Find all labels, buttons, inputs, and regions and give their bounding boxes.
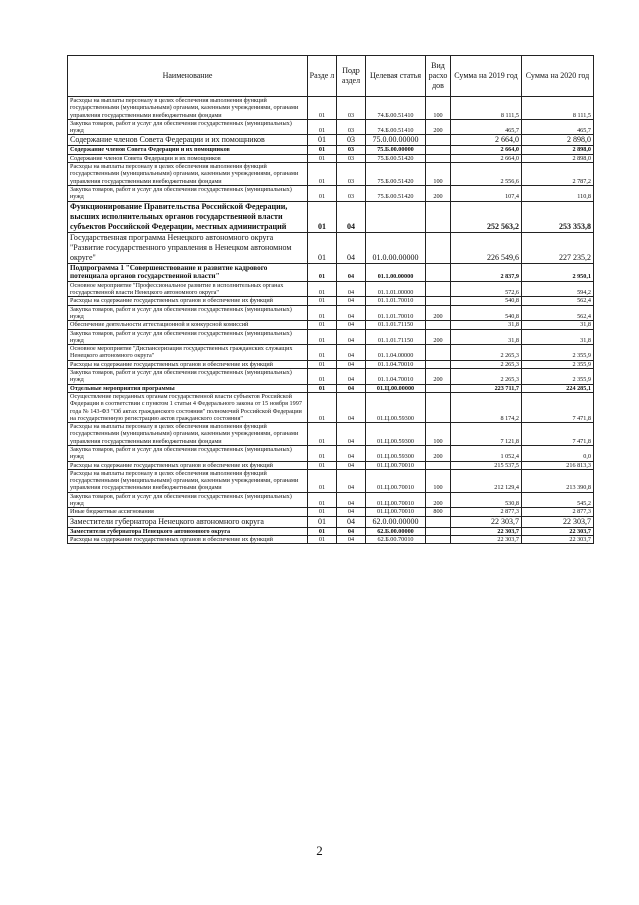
table-row	[68, 263, 594, 281]
row-target-article: 74.Б.00.51410	[366, 97, 426, 120]
page-number: 2	[316, 843, 323, 858]
row-sum-2020: 2 355,9	[522, 369, 594, 385]
row-expense-type	[426, 516, 451, 527]
row-podrazdel: 04	[337, 461, 366, 469]
row-sum-2020: 22 303,7	[522, 516, 594, 527]
table-row	[68, 461, 594, 469]
row-target-article: 01.1.01.00000	[366, 281, 426, 297]
row-sum-2019: 572,6	[451, 281, 522, 297]
row-name: Расходы на содержание государственных органов и обеспечение их функций	[68, 360, 308, 368]
row-podrazdel: 04	[337, 492, 366, 508]
table-row	[68, 329, 594, 345]
table-row	[68, 469, 594, 492]
row-name: Основное мероприятие "Профессиональное развитие в исполнительных органах государственной власти Ненецкого автономного округа"	[68, 281, 308, 297]
row-podrazdel: 04	[337, 516, 366, 527]
row-name: Отдельные мероприятия программы	[68, 384, 308, 392]
table-row	[68, 492, 594, 508]
table-row	[68, 154, 594, 162]
row-podrazdel: 04	[337, 305, 366, 321]
table-row	[68, 119, 594, 135]
row-target-article: 75.Б.00.51420	[366, 154, 426, 162]
row-target-article: 01.Ц.00.59300	[366, 392, 426, 422]
row-expense-type	[426, 321, 451, 329]
row-target-article: 01.Ц.00.70010	[366, 469, 426, 492]
row-sum-2020: 594,2	[522, 281, 594, 297]
row-target-article: 01.Ц.00.70010	[366, 492, 426, 508]
row-sum-2019: 540,8	[451, 297, 522, 305]
row-sum-2020: 2 898,0	[522, 135, 594, 146]
table-row	[68, 201, 594, 232]
row-target-article: 01.1.04.70010	[366, 369, 426, 385]
row-name: Государственная программа Ненецкого автономного округа "Развитие государственного управления в Ненецком автономном округе"	[68, 232, 308, 263]
table-row	[68, 392, 594, 422]
table-row	[68, 281, 594, 297]
row-razdel: 01	[308, 445, 337, 461]
row-target-article: 01.Ц.00.59300	[366, 445, 426, 461]
row-sum-2019: 31,8	[451, 321, 522, 329]
row-expense-type: 200	[426, 305, 451, 321]
row-name: Закупка товаров, работ и услуг для обеспечения государственных (муниципальных) нужд	[68, 369, 308, 385]
table-row	[68, 369, 594, 385]
row-sum-2020: 465,7	[522, 119, 594, 135]
row-sum-2019: 2 877,3	[451, 508, 522, 516]
table-row	[68, 535, 594, 543]
row-target-article: 01.1.00.00000	[366, 263, 426, 281]
row-sum-2020: 2 898,0	[522, 146, 594, 154]
row-podrazdel: 04	[337, 392, 366, 422]
row-expense-type: 200	[426, 445, 451, 461]
row-sum-2019: 2 664,0	[451, 135, 522, 146]
row-expense-type: 100	[426, 97, 451, 120]
header-sum-2019: Сумма на 2019 год	[451, 56, 522, 97]
row-sum-2019: 107,4	[451, 185, 522, 201]
row-razdel: 01	[308, 201, 337, 232]
row-expense-type: 100	[426, 469, 451, 492]
row-sum-2020: 2 355,9	[522, 345, 594, 361]
row-name: Основное мероприятие "Диспансеризация государственных гражданских служащих Ненецкого автономного округа"	[68, 345, 308, 361]
row-sum-2019: 22 303,7	[451, 535, 522, 543]
row-sum-2020: 2 355,9	[522, 360, 594, 368]
row-expense-type	[426, 297, 451, 305]
row-target-article: 75.0.00.00000	[366, 135, 426, 146]
row-expense-type: 200	[426, 185, 451, 201]
row-sum-2020: 22 303,7	[522, 535, 594, 543]
row-sum-2020: 545,2	[522, 492, 594, 508]
row-name: Расходы на выплаты персоналу в целях обеспечения выполнения функций государственными (муниципальными) органами, казенными учреждениями, органами управления государственными внебюджетными фондами	[68, 469, 308, 492]
row-sum-2019: 215 537,5	[451, 461, 522, 469]
row-podrazdel: 04	[337, 469, 366, 492]
row-sum-2019: 7 121,8	[451, 423, 522, 446]
row-sum-2020: 0,0	[522, 445, 594, 461]
row-sum-2019: 2 837,9	[451, 263, 522, 281]
table-row	[68, 345, 594, 361]
row-sum-2020: 213 390,8	[522, 469, 594, 492]
row-razdel: 01	[308, 297, 337, 305]
row-sum-2019: 31,8	[451, 329, 522, 345]
budget-sheet	[67, 55, 593, 544]
row-expense-type	[426, 392, 451, 422]
row-sum-2019: 465,7	[451, 119, 522, 135]
table-row	[68, 360, 594, 368]
row-expense-type: 100	[426, 163, 451, 186]
row-expense-type	[426, 154, 451, 162]
row-sum-2019: 8 174,2	[451, 392, 522, 422]
row-podrazdel: 03	[337, 97, 366, 120]
row-podrazdel: 04	[337, 281, 366, 297]
row-name: Расходы на выплаты персоналу в целях обеспечения выполнения функций государственными (муниципальными) органами, казенными учреждениями, органами управления государственными внебюджетными фондами	[68, 163, 308, 186]
row-razdel: 01	[308, 369, 337, 385]
row-expense-type	[426, 263, 451, 281]
row-podrazdel: 04	[337, 232, 366, 263]
row-expense-type: 200	[426, 492, 451, 508]
row-razdel: 01	[308, 119, 337, 135]
row-sum-2019: 8 111,5	[451, 97, 522, 120]
row-sum-2020: 227 235,2	[522, 232, 594, 263]
row-sum-2019: 2 265,3	[451, 360, 522, 368]
row-target-article: 01.1.04.70010	[366, 360, 426, 368]
row-name: Расходы на содержание государственных органов и обеспечение их функций	[68, 297, 308, 305]
row-target-article: 74.Б.00.51410	[366, 119, 426, 135]
row-name: Закупка товаров, работ и услуг для обеспечения государственных (муниципальных) нужд	[68, 329, 308, 345]
table-row	[68, 232, 594, 263]
row-name: Закупка товаров, работ и услуг для обеспечения государственных (муниципальных) нужд	[68, 119, 308, 135]
row-expense-type: 100	[426, 423, 451, 446]
header-vid: Вид расхо дов	[426, 56, 451, 97]
row-razdel: 01	[308, 384, 337, 392]
header-name: Наименование	[68, 56, 308, 97]
row-expense-type	[426, 360, 451, 368]
row-name: Заместители губернатора Ненецкого автономного округа	[68, 527, 308, 535]
row-podrazdel: 04	[337, 297, 366, 305]
row-razdel: 01	[308, 492, 337, 508]
row-podrazdel: 03	[337, 185, 366, 201]
header-sum-2020: Сумма на 2020 год	[522, 56, 594, 97]
row-target-article: 75.Б.00.51420	[366, 163, 426, 186]
row-sum-2020: 22 303,7	[522, 527, 594, 535]
row-sum-2020: 110,8	[522, 185, 594, 201]
row-sum-2020: 31,8	[522, 329, 594, 345]
table-row	[68, 305, 594, 321]
row-podrazdel: 03	[337, 154, 366, 162]
row-expense-type: 200	[426, 329, 451, 345]
row-name: Закупка товаров, работ и услуг для обеспечения государственных (муниципальных) нужд	[68, 492, 308, 508]
table-row	[68, 445, 594, 461]
row-razdel: 01	[308, 527, 337, 535]
row-sum-2020: 8 111,5	[522, 97, 594, 120]
row-sum-2019: 530,8	[451, 492, 522, 508]
row-sum-2019: 22 303,7	[451, 527, 522, 535]
row-razdel: 01	[308, 154, 337, 162]
row-podrazdel: 04	[337, 321, 366, 329]
row-razdel: 01	[308, 163, 337, 186]
row-podrazdel: 04	[337, 508, 366, 516]
row-sum-2020: 562,4	[522, 297, 594, 305]
table-row	[68, 297, 594, 305]
row-sum-2019: 2 265,3	[451, 345, 522, 361]
row-podrazdel: 04	[337, 384, 366, 392]
row-target-article: 01.Ц.00.59300	[366, 423, 426, 446]
row-target-article	[366, 201, 426, 232]
row-razdel: 01	[308, 146, 337, 154]
row-expense-type	[426, 281, 451, 297]
row-sum-2020: 7 471,8	[522, 392, 594, 422]
row-name: Обеспечение деятельности аттестационной и конкурсной комиссий	[68, 321, 308, 329]
row-razdel: 01	[308, 97, 337, 120]
row-target-article: 01.1.01.71150	[366, 321, 426, 329]
row-name: Закупка товаров, работ и услуг для обеспечения государственных (муниципальных) нужд	[68, 185, 308, 201]
row-podrazdel: 04	[337, 527, 366, 535]
row-target-article: 62.Б.00.00000	[366, 527, 426, 535]
row-target-article: 01.Ц.00.70010	[366, 508, 426, 516]
table-row	[68, 185, 594, 201]
row-sum-2020: 253 353,8	[522, 201, 594, 232]
row-razdel: 01	[308, 469, 337, 492]
row-sum-2020: 562,4	[522, 305, 594, 321]
row-sum-2019: 212 129,4	[451, 469, 522, 492]
row-podrazdel: 03	[337, 146, 366, 154]
row-target-article: 01.Ц.00.70010	[366, 461, 426, 469]
table-row	[68, 321, 594, 329]
row-razdel: 01	[308, 232, 337, 263]
row-name: Заместители губернатора Ненецкого автономного округа	[68, 516, 308, 527]
row-sum-2020: 224 285,1	[522, 384, 594, 392]
row-sum-2019: 540,8	[451, 305, 522, 321]
table-row	[68, 163, 594, 186]
row-expense-type	[426, 527, 451, 535]
table-row	[68, 516, 594, 527]
row-name: Закупка товаров, работ и услуг для обеспечения государственных (муниципальных) нужд	[68, 305, 308, 321]
row-podrazdel: 04	[337, 369, 366, 385]
row-expense-type: 200	[426, 119, 451, 135]
row-name: Расходы на выплаты персоналу в целях обеспечения выполнения функций государственными (муниципальными) органами, казенными учреждениями, органами управления государственными внебюджетными фондами	[68, 97, 308, 120]
table-row	[68, 135, 594, 146]
table-row	[68, 508, 594, 516]
row-name: Расходы на выплаты персоналу в целях обеспечения выполнения функций государственными (муниципальными) органами, казенными учреждениями, органами управления государственными внебюджетными фондами	[68, 423, 308, 446]
row-razdel: 01	[308, 461, 337, 469]
row-podrazdel: 04	[337, 360, 366, 368]
row-expense-type: 200	[426, 369, 451, 385]
row-podrazdel: 04	[337, 201, 366, 232]
row-razdel: 01	[308, 185, 337, 201]
row-razdel: 01	[308, 281, 337, 297]
row-target-article: 01.1.01.70010	[366, 297, 426, 305]
row-target-article: 01.Ц.00.00000	[366, 384, 426, 392]
row-razdel: 01	[308, 516, 337, 527]
row-sum-2019: 226 549,6	[451, 232, 522, 263]
row-target-article: 01.0.00.00000	[366, 232, 426, 263]
row-target-article: 62.Б.00.70010	[366, 535, 426, 543]
row-razdel: 01	[308, 360, 337, 368]
row-sum-2020: 31,8	[522, 321, 594, 329]
row-name: Содержание членов Совета Федерации и их помощников	[68, 135, 308, 146]
row-name: Содержание членов Совета Федерации и их помощников	[68, 154, 308, 162]
row-razdel: 01	[308, 535, 337, 543]
row-sum-2019: 2 265,3	[451, 369, 522, 385]
row-name: Расходы на содержание государственных органов и обеспечение их функций	[68, 461, 308, 469]
table-row	[68, 97, 594, 120]
table-row	[68, 384, 594, 392]
row-sum-2020: 7 471,8	[522, 423, 594, 446]
row-name: Подпрограмма 1 "Совершенствование и развитие кадрового потенциала органов государственной власти"	[68, 263, 308, 281]
row-sum-2020: 2 877,3	[522, 508, 594, 516]
row-name: Иные бюджетные ассигнования	[68, 508, 308, 516]
budget-table	[67, 55, 594, 544]
row-sum-2019: 223 711,7	[451, 384, 522, 392]
row-target-article: 01.1.01.71150	[366, 329, 426, 345]
row-expense-type	[426, 535, 451, 543]
row-expense-type	[426, 146, 451, 154]
row-target-article: 01.1.04.00000	[366, 345, 426, 361]
row-sum-2020: 2 898,0	[522, 154, 594, 162]
row-razdel: 01	[308, 321, 337, 329]
row-podrazdel: 03	[337, 135, 366, 146]
row-name: Осуществление переданных органам государственной власти субъектов Российской Федерации в соответствии с пунктом 1 статьи 4 Федерального закона от 15 ноября 1997 года № 143-ФЗ "Об актах гражданского состояния" полномочий Российской Федерации на государственную регистрацию актов гражданского состояния"	[68, 392, 308, 422]
row-name: Закупка товаров, работ и услуг для обеспечения государственных (муниципальных) нужд	[68, 445, 308, 461]
table-header-row	[68, 56, 594, 97]
row-razdel: 01	[308, 508, 337, 516]
row-podrazdel: 04	[337, 535, 366, 543]
row-expense-type	[426, 201, 451, 232]
row-razdel: 01	[308, 135, 337, 146]
row-sum-2019: 2 664,0	[451, 146, 522, 154]
row-podrazdel: 04	[337, 445, 366, 461]
row-podrazdel: 04	[337, 345, 366, 361]
table-row	[68, 423, 594, 446]
row-expense-type: 800	[426, 508, 451, 516]
row-target-article: 75.Б.00.00000	[366, 146, 426, 154]
row-podrazdel: 03	[337, 163, 366, 186]
row-sum-2020: 216 813,3	[522, 461, 594, 469]
row-sum-2020: 2 950,1	[522, 263, 594, 281]
row-razdel: 01	[308, 329, 337, 345]
row-expense-type	[426, 384, 451, 392]
row-razdel: 01	[308, 345, 337, 361]
row-podrazdel: 04	[337, 329, 366, 345]
row-name: Функционирование Правительства Российской Федерации, высших исполнительных органов государственной власти субъектов Российской Федерации, местных администраций	[68, 201, 308, 232]
row-sum-2019: 22 303,7	[451, 516, 522, 527]
table-body	[68, 97, 594, 544]
table-row	[68, 146, 594, 154]
row-sum-2019: 2 556,6	[451, 163, 522, 186]
row-podrazdel: 04	[337, 263, 366, 281]
row-razdel: 01	[308, 392, 337, 422]
row-sum-2020: 2 787,2	[522, 163, 594, 186]
header-razdel: Разде л	[308, 56, 337, 97]
row-expense-type	[426, 232, 451, 263]
header-podrazdel: Подр аздел	[337, 56, 366, 97]
table-row	[68, 527, 594, 535]
row-razdel: 01	[308, 423, 337, 446]
row-name: Содержание членов Совета Федерации и их помощников	[68, 146, 308, 154]
row-target-article: 01.1.01.70010	[366, 305, 426, 321]
header-target: Целевая статья	[366, 56, 426, 97]
row-target-article: 62.0.00.00000	[366, 516, 426, 527]
row-expense-type	[426, 345, 451, 361]
row-razdel: 01	[308, 305, 337, 321]
row-sum-2019: 1 052,4	[451, 445, 522, 461]
row-sum-2019: 252 563,2	[451, 201, 522, 232]
row-target-article: 75.Б.00.51420	[366, 185, 426, 201]
row-razdel: 01	[308, 263, 337, 281]
row-expense-type	[426, 135, 451, 146]
row-sum-2019: 2 664,0	[451, 154, 522, 162]
row-podrazdel: 04	[337, 423, 366, 446]
row-name: Расходы на содержание государственных органов и обеспечение их функций	[68, 535, 308, 543]
row-expense-type	[426, 461, 451, 469]
row-podrazdel: 03	[337, 119, 366, 135]
